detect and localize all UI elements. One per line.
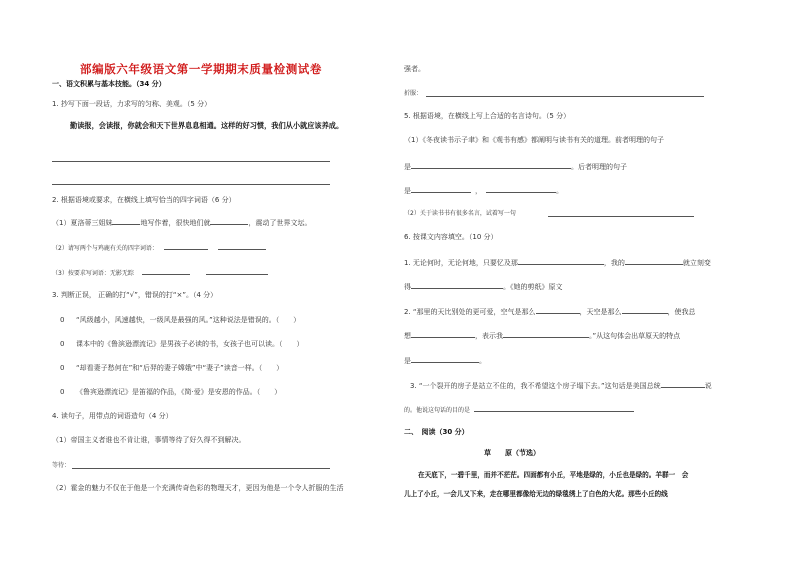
q6-s3-blank-1[interactable] [661, 380, 705, 388]
q4-s1-label: 等待： [52, 462, 71, 469]
q4-sentence-1: （1）帝国主义者谁也不肯让谁，事情等待了好久得不到解决。 [52, 436, 246, 444]
q6-s2-part-f: 。”从这句体会出草原天的特点 [589, 332, 681, 340]
q6-s1-part-a: 1. 无论何时，无论何地，只要忆及那 [404, 259, 518, 267]
q1-writing-line-1[interactable] [52, 161, 330, 162]
q4-continuation: 强者。 [404, 65, 425, 73]
q5-blank-2[interactable] [411, 185, 471, 193]
q2-s3-blank-2[interactable] [206, 267, 268, 275]
q3-item-2: 课本中的《鲁滨逊漂流记》是男孩子必读的书，女孩子也可以读。（ ） [76, 340, 304, 348]
q6-s3-line-2 [404, 404, 634, 415]
q6-s3-part-b: 说 [704, 382, 712, 390]
q6-s1-blank-2[interactable] [625, 257, 683, 265]
q3-item-1-mark: 0 [60, 316, 65, 324]
q6-s1-part-e: 。《她的剪纸》原文 [503, 283, 563, 291]
q2-sentence-1 [52, 217, 311, 228]
q1-prompt: 1. 抄写下面一段话，力求写的匀称、美观。（5 分） [52, 100, 212, 108]
q6-s2-blank-4[interactable] [503, 330, 589, 338]
q4-s2-answer-line[interactable] [426, 96, 704, 97]
q3-item-3-mark: 0 [60, 364, 65, 372]
section-2-heading: 二、 阅读（30 分） [404, 428, 469, 436]
q5-line-1 [404, 161, 627, 172]
q6-s2-part-c: ，使我总 [667, 308, 696, 316]
q2-s2-text: （2）请写两个与鸡鹿有关的四字词语： [52, 245, 158, 252]
q2-s1-blank-1[interactable] [112, 217, 140, 225]
q5-sentence-1: （1）《冬夜读书示子聿》和《观书有感》都阐明与读书有关的道理。前者明理的句子 [404, 136, 664, 144]
q2-s1-part-a: （1）夏洛蒂三姐妹 [52, 219, 113, 227]
q6-prompt: 6. 按课文内容填空。（10 分） [404, 233, 498, 241]
q4-prompt: 4. 读句子，用带点的词语造句（4 分） [52, 412, 173, 420]
q4-s2-label: 折服： [404, 90, 423, 97]
q5-is-label-1: 是 [404, 163, 411, 171]
q6-s2-part-d: 想 [404, 332, 411, 340]
q6-s1-part-b: ，我的 [603, 259, 625, 267]
exam-title: 部编版六年级语文第一学期期末质量检测试卷 [80, 62, 322, 76]
q2-s1-part-c: ，震动了世界文坛。 [248, 219, 312, 227]
q3-item-4: 《鲁宾逊漂流记》是笛福的作品，《简·爱》是安恩的作品。（ ） [76, 388, 282, 396]
q6-s2-blank-5[interactable] [411, 355, 479, 363]
q3-item-2-mark: 0 [60, 340, 65, 348]
q5-is-label-2: 是 [404, 187, 411, 195]
q6-s1-line-2 [404, 281, 563, 292]
q2-s2-blank-1[interactable] [164, 242, 208, 250]
q3-item-1: “风级越小，风速越快，一级风是最强的风。”这种说法是错误的。（ ） [76, 316, 301, 324]
q6-s3-blank-2[interactable] [474, 404, 634, 412]
reading-paragraph-line-1: 在天底下，一碧千里，而并不茫茫。四面都有小丘，平地是绿的，小丘也是绿的。羊群一 会 [418, 471, 689, 479]
reading-paragraph-line-2: 儿上了小丘，一会儿又下来，走在哪里都像给无边的绿毯绣上了白色的大花。那些小丘的线 [404, 490, 668, 498]
q6-s1-part-d: 得 [404, 283, 411, 291]
q6-s2-blank-2[interactable] [622, 306, 668, 314]
q3-prompt: 3. 判断正误， 正确的打“√”，错误的打“×”。（4 分） [52, 291, 218, 299]
q6-s1-line-1 [404, 257, 711, 268]
q5-s2-answer-line[interactable] [548, 216, 694, 217]
q5-line-1-end: 。后者明理的句子 [571, 163, 627, 171]
q5-prompt: 5. 根据语境，在横线上写上合适的名言诗句。（5 分） [404, 112, 571, 120]
q6-s2-part-g: 是 [404, 357, 411, 365]
q3-item-4-mark: 0 [60, 388, 65, 396]
section-1-heading: 一、语文积累与基本技能。（34 分） [52, 80, 166, 88]
q6-s2-blank-3[interactable] [411, 330, 475, 338]
q6-s2-part-b: ，天空是那么 [579, 308, 622, 316]
q1-writing-line-2[interactable] [52, 184, 330, 185]
q6-s2-line-2 [404, 330, 680, 341]
q2-prompt: 2. 根据语境或要求，在横线上填写恰当的四字词语（6 分） [52, 196, 236, 204]
q4-s1-answer-line[interactable] [72, 468, 330, 469]
q5-blank-3[interactable] [486, 185, 556, 193]
reading-title: 草 原（节选） [484, 449, 540, 457]
q5-blank-1[interactable] [411, 161, 571, 169]
q6-s2-part-h: 。 [479, 357, 486, 365]
q6-s1-blank-3[interactable] [411, 281, 503, 289]
q3-item-3: “却看妻子愁何在”和“后羿的妻子嫦娥”中“妻子”读音一样。（ ） [76, 364, 284, 372]
q2-sentence-2 [52, 242, 266, 253]
q6-s2-part-e: ，表示我 [475, 332, 503, 340]
q6-s2-part-a: 2. “那里的天比别处的更可爱，空气是那么 [404, 308, 536, 316]
q6-s3-line-1 [410, 380, 712, 391]
q6-s3-part-c: 的。他说这句话的目的是 [404, 407, 471, 414]
q2-s1-blank-2[interactable] [210, 217, 248, 225]
q6-s2-blank-1[interactable] [536, 306, 580, 314]
q2-s3-text: （3）按要求写词语：无影无踪 [52, 270, 134, 277]
q2-s2-blank-2[interactable] [218, 242, 266, 250]
q5-line-2: 是 ， 。 [404, 187, 563, 195]
q6-s1-part-c: 就立刻变 [682, 259, 711, 267]
q4-sentence-2: （2）霍金的魅力不仅在于他是一个充满传奇色彩的物理天才，更因为他是一个令人折服的生活 [52, 484, 344, 492]
q6-s2-line-3 [404, 355, 486, 366]
q6-s3-part-a: 3. “一个裂开的房子是站立不住的，我不希望这个房子塌下去。”这句话是美国总统 [410, 382, 661, 390]
q2-s1-part-b: 地写作着，很快地们就 [140, 219, 211, 227]
q6-s1-blank-1[interactable] [518, 257, 604, 265]
q5-sentence-2: （2）关于读书书有很多名言，试着写一句 [404, 210, 516, 217]
q6-s2-line-1 [404, 306, 696, 317]
q1-passage: 勤读报，会读报，你就会和天下世界息息相通。这样的好习惯，我们从小就应该养成。 [70, 121, 344, 130]
q2-sentence-3 [52, 267, 268, 278]
q2-s3-blank-1[interactable] [142, 267, 190, 275]
